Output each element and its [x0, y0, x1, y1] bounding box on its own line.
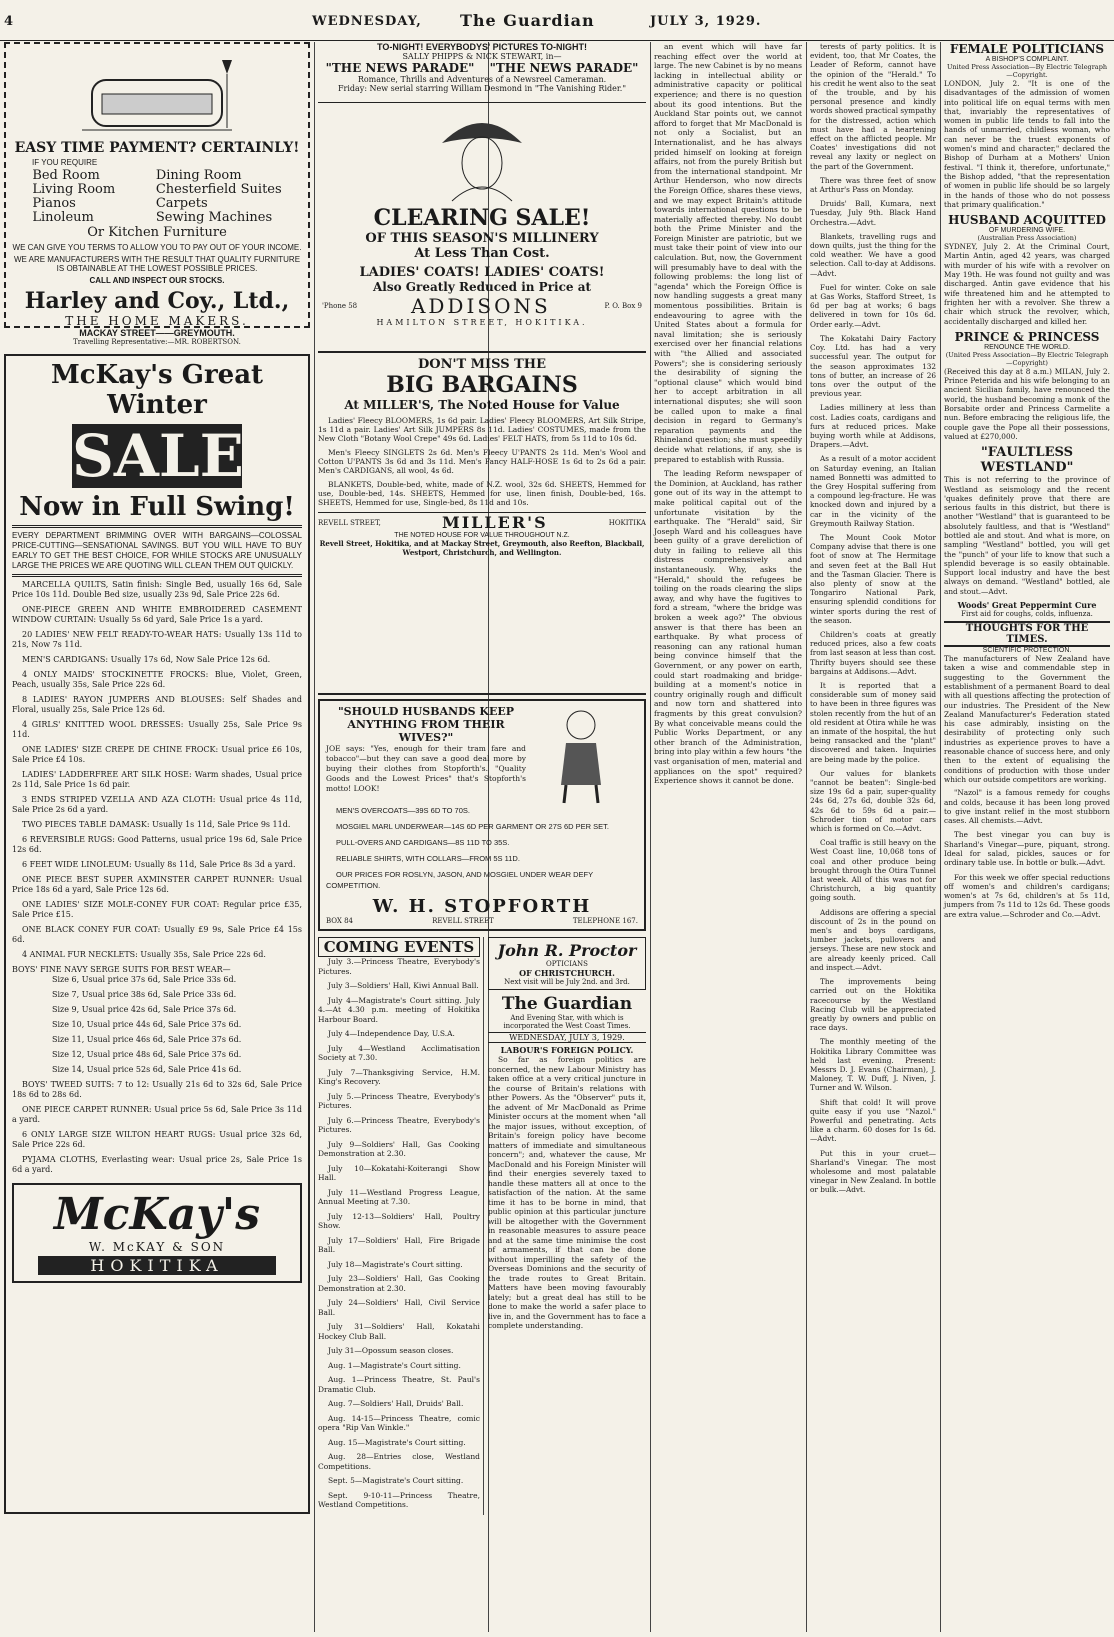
col4-para: The leading Reform newspaper of the Dominion, at Auckland, has rather gone out of its way in the attempt to make political capital out of the unfortunate visitation by the earthquake. The "Herald" said, Sir Joseph Ward and his colleagues have been guilty of a grave dereliction of duty in failing to relieve all this distress comprehensively and instantaneously. Why, asks the "Herald," should the refugees be toiling on the roads clearing the slips away, and why have the fugitives to ford a stream, "where the bridge was broken a week ago?" The obvious answer is that there has been an earthquake. By what process of reasoning can any rational human being convince himself that the Government, or any power on earth, could start roadmaking and bridge-building at a moment's notice in country originally rough and difficult and now torn and shattered into fragments by this great convulsion? By what conceivable means could the Public Works Department, or any other branch of the Administration, bring into play within a few hours "the vast organisation of men, material and appliances on the spot" required? Experience shows it cannot be done. [654, 469, 802, 786]
theatre-friday: Friday: New serial starring William Desmond in "The Vanishing Rider." [337, 84, 627, 93]
theatre-title: "THE NEWS PARADE" [489, 61, 639, 75]
events-list-entry: July 24—Soldiers' Hall, Civil Service Ball. [318, 1298, 480, 1317]
addisons-ad [318, 103, 646, 353]
col5-entry: The monthly meeting of the Hokitika Library Committee was held last evening. Present: Messrs D. J. Evans (Chairman), J. Maloney, T. W. Duff, J. Niven, J. Turner and W. Wilson. [810, 1037, 936, 1093]
harley-require: IF YOU REQUIRE [32, 158, 98, 167]
millers-body [318, 416, 646, 507]
mckay-items-entry: ONE BLACK CONEY FUR COAT: Usually £9 9s, Sale Price £4 15s 6d. [12, 925, 302, 944]
millers-branches: Revell Street, Hokitika, and at Mackay Street, Greymouth, also Reefton, Blackball, Westport, Christchurch, and Wellington. [319, 539, 645, 557]
mckay-logo-firm: W. McKAY & SON [88, 1240, 226, 1254]
stopforth-body: JOE says: "Yes, enough for their tram fare and tobacco"—but they can save a good deal more by buying their clothes from Stopforth's. "Quality Goods and the Lowest Prices" that's Stopforth's motto! LOOK! [326, 744, 526, 793]
col5-entry: Put this in your cruet—Sharland's Vinegar. The most wholesome and most palatable vinegar in New Zealand. In bottle or bulk.—Advt. [810, 1148, 936, 1195]
mckay-sizes-entry: Size 9, Usual price 42s 6d, Sale Price 37s 6d. [52, 1005, 237, 1014]
col5-entry: As a result of a motor accident on Saturday evening, an Italian named Bonnetti was admitted to the Grey Hospital suffering from a compound leg-fracture. He was knocked down and injured by a car in the vicinity of the Greymouth Railway Station. [810, 454, 936, 528]
mckay-items-entry: ONE PIECE BEST SUPER AXMINSTER CARPET RUNNER: Usual Price 18s 6d a yard, Sale Price 12s 6d. [12, 875, 302, 894]
col5-entry: Shift that cold! It will prove quite easy if you use "Nazol." Powerful and penetrating. Acts like a charm. 60 doses for 1s 6d.—Advt. [810, 1097, 936, 1144]
stopforth-lines-entry: MEN'S OVERCOATS—39S 6D TO 70S. [336, 806, 470, 815]
bishop-sub: A BISHOP'S COMPLAINT. [985, 56, 1069, 63]
credit: (Australian Press Association) [977, 234, 1077, 243]
events-list-entry: July 10—Kokatahi-Koiterangi Show Hall. [318, 1163, 480, 1182]
mckay-sizes-entry: Size 10, Usual price 44s 6d, Sale Price 37s 6d. [52, 1020, 242, 1029]
stopforth-lines-entry: RELIABLE SHIRTS, WITH COLLARS—FROM 5S 11D. [336, 854, 520, 863]
thoughts-sub: SCIENTIFIC PROTECTION. [982, 647, 1072, 655]
theatre-title: "THE NEWS PARADE" [325, 61, 475, 75]
events-head: COMING EVENTS [318, 937, 480, 957]
mckay-tail-entry: PYJAMA CLOTHS, Everlasting wear: Usual price 2s, Sale Price 1s 6d a yard. [12, 1155, 302, 1174]
woods-ad-sub: First aid for coughs, colds, influenza. [961, 610, 1093, 619]
stopforth-box: BOX 84 [326, 917, 354, 925]
millers-street: REVELL STREET, [318, 518, 381, 527]
mckay-items-entry: 4 GIRLS' KNITTED WOOL DRESSES: Usually 25s, Sale Price 9s 11d. [12, 720, 302, 739]
addisons-sub2: At Less Than Cost. [414, 246, 550, 261]
mckay-logo-town: HOKITIKA [38, 1256, 276, 1275]
column-4 [654, 42, 802, 1632]
events-list-entry: July 11—Westland Progress League, Annual Meeting at 7.30. [318, 1187, 480, 1206]
events-list-entry: July 31—Opossum season closes. [328, 1346, 454, 1355]
mckay-tail [12, 1080, 302, 1175]
harley-item: Carpets [155, 196, 208, 211]
guardian-sub: And Evening Star, with which is incorporated the West Coast Times. [503, 1014, 631, 1030]
thoughts-body: The manufacturers of New Zealand have taken a wise and commendable step in suggesting to the Government the establishment of a permanent Board to deal with all questions affecting the protection of our industries. The President of the New Zealand Manufacturer's Federation stated his case admirably, insisting on the desirability of protecting only such industries as experience proves to have a reasonable chance of success here, and only then to the extent of equalising the conditions of production with those under which our outside competitors are working. [944, 654, 1110, 784]
mckay-swing: Now in Full Swing! [19, 492, 295, 522]
addisons-coats: LADIES' COATS! LADIES' COATS! [359, 265, 605, 280]
column-1 [4, 42, 310, 1632]
prince-body: (Received this day at 8 a.m.) MILAN, July 2. Prince Peterida and his wife belonging to an ancient Sicilian family, have renounced the world, the husband becoming a monk of the Borsabite order and Princess Carmelite a nun. Before embracing the religious life, the couple gave the Pope all their possessions, valued at £270,000. [944, 366, 1110, 441]
events-list-entry: Sept. 5—Magistrate's Court sitting. [328, 1476, 464, 1485]
addisons-sub: OF THIS SEASON'S MILLINERY [365, 231, 599, 246]
mckay-items-entry: 8 LADIES' RAYON JUMPERS AND BLOUSES: Self Shades and Floral, usually 25s, Sale Price 12s 6d. [12, 695, 302, 714]
nazol-ad: "Nazol" is a famous remedy for coughs and colds, because it has been long proved to give instant relief in the most stubborn cases. All chemists.—Advt. [944, 788, 1110, 826]
lower-split [318, 937, 646, 1515]
events-list-entry: Aug. 7—Soldiers' Hall, Druids' Ball. [328, 1399, 464, 1408]
mckay-sizes-entry: Size 6, Usual price 37s 6d, Sale Price 33s 6d. [52, 975, 237, 984]
events-list-entry: July 4—Independence Day, U.S.A. [328, 1029, 455, 1038]
woods-ad: Woods' Great Peppermint Cure [957, 600, 1097, 611]
stopforth-question: "SHOULD HUSBANDS KEEP ANYTHING FROM THEIR WIVES?" [337, 705, 515, 744]
mckay-items-entry: 20 LADIES' NEW FELT READY-TO-WEAR HATS: Usually 13s 11d to 21s, Now 7s 11d. [12, 630, 302, 649]
harley-rep: Travelling Representative:—MR. ROBERTSON. [73, 338, 241, 346]
harley-street: MACKAY STREET——GREYMOUTH. [79, 328, 235, 338]
col4-para: an event which will have far reaching effect over the world at large. The new Cabinet is by no means lacking in intellectual ability or administrative capacity or political experience; and there is no question about its good intentions. But the Auckland Star points out, we cannot afford to forget that Mr MacDonald is not only a Socialist, but an Internationalist, and he has always prided himself on looking at foreign affairs, not from the purely British but from the international standpoint. Mr Arthur Henderson, who now directs the Foreign Office, shares these views, and we may expect Britain's attitude towards international questions to be materially affected thereby. No doubt both the Prime Minister and the Foreign Minister are patriotic, but we must take their point of view into our calculation. But, now, the Government will presumably have to deal with the following problems: the long list of "agenda" which the Foreign Office is now handling suggests a great many momentous possibilities. Britain is endeavouring to agree with the United States about a formula for naval limitation; she is seriously exercised over her financial relations with "the Allied and associated Powers"; she is considering seriously the desirability of signing the "optional clause" which would bind her to accept arbitration in all international disputes; she will soon be called upon to make a final decision in regard to Germany's reparation payments and the Rhineland question; she must speedily decide what relations, if any, she is prepared to establish with Russia. [654, 42, 802, 464]
guardian-date: WEDNESDAY, JULY 3, 1929. [488, 1032, 646, 1043]
westland-head: "FAULTLESS WESTLAND" [980, 445, 1074, 476]
proctor-of: OF CHRISTCHURCH. [519, 968, 615, 978]
stopforth-name: W. H. STOPFORTH [372, 896, 592, 917]
col5-entry: Fuel for winter. Coke on sale at Gas Works, Stafford Street, 1s 6d per bag at works; 6 bags delivered in town for 10s 6d. Order early.—Advt. [810, 282, 936, 329]
mckay-items-entry: 4 ONLY MAIDS' STOCKINETTE FROCKS: Blue, Violet, Green, Peach, usually 35s, Sale Price 22s 6d. [12, 670, 302, 689]
events-list-entry: Sept. 9-10-11—Princess Theatre, Westland Competitions. [318, 1490, 480, 1509]
mckay-items-entry: MEN'S CARDIGANS: Usually 17s 6d, Now Sale Price 12s 6d. [22, 655, 271, 664]
theatre-line: Romance, Thrills and Adventures of a Newsreel Cameraman. [357, 75, 607, 84]
harley-call: CALL AND INSPECT OUR STOCKS. [89, 276, 225, 285]
events-list-entry: July 6.—Princess Theatre, Everybody's Pictures. [318, 1115, 480, 1134]
westland-body: This is not referring to the province of Westland as seismology and the recent 'quakes definitely prove that there are serious faults in this district, but there is another "Westland" that is guaranteed to be absolutely faultless, and that is "Westland" bottled ale and stout. And what is more, on sampling "Westland" bottled, you will get the "punch" of your life to know that such a splendid beverage is so easily obtainable. Support local industry and have the best always on demand. "Westland" bottled, ale and stout.—Advt. [944, 475, 1110, 596]
millers-name: MILLER'S [441, 513, 548, 532]
page-number: 4 [4, 14, 15, 29]
millers-big: BIG BARGAINS [386, 372, 578, 398]
furniture-illustration [12, 48, 302, 140]
mckay-sizes-entry: Size 11, Usual price 46s 6d, Sale Price 37s 6d. [52, 1035, 242, 1044]
mckay-items [12, 580, 302, 960]
millers-ad [318, 353, 646, 695]
events-list-entry: July 31—Soldiers' Hall, Kokatahi Hockey Club Ball. [318, 1322, 480, 1341]
events-list-entry: Aug. 28—Entries close, Westland Competitions. [318, 1452, 480, 1471]
masthead-date: JULY 3, 1929. [650, 14, 762, 29]
harley-makers: WE ARE MANUFACTURERS WITH THE RESULT THAT QUALITY FURNITURE IS OBTAINABLE AT THE LOWEST POSSIBLE PRICES. [13, 255, 301, 273]
mckay-items-entry: ONE-PIECE GREEN AND WHITE EMBROIDERED CASEMENT WINDOW CURTAIN: Usually 5s 6d yard, Sale Price 1s a yard. [12, 605, 302, 624]
prince-sub: RENOUNCE THE WORLD. [984, 343, 1070, 351]
millers-town: HOKITIKA [608, 518, 646, 527]
theatre-head: TO-NIGHT! EVERYBODYS' PICTURES TO-NIGHT! [377, 42, 587, 52]
millers-body-entry: Men's Fleecy SINGLETS 2s 6d. Men's Fleecy U'PANTS 2s 11d. Men's Wool and Cotton U'PANTS 3s 6d and 3s 11d. Men's Fancy HALF-HOSE 1s 6d to 2s 6d a pair. Men's CARDIGANS, all wool, 4s 6d. [318, 448, 646, 475]
col5-entry: There was three feet of snow at Arthur's Pass on Monday. [810, 175, 936, 195]
harley-item: Linoleum [32, 210, 94, 225]
stopforth-ad [318, 699, 646, 931]
bishop-body: LONDON, July 2. "It is one of the disadvantages of the admission of women into political life on equal terms with men that, invariably the representatives of women in public life tends to fall into the hands of unmarried, childless woman, who can never be the truest exponents of women's mind and character," declared the Bishop of Durham at a Mothers' Union festival. "I think it, therefore, unfortunate," the Bishop added, "that the representation of women in public life should be so largely in the hands of those who do not possess that primary qualification." [944, 79, 1110, 209]
husband-sub: OF MURDERING WIFE. [988, 227, 1066, 235]
events-list-entry: Aug. 15—Magistrate's Court sitting. [328, 1437, 466, 1447]
col5-entry: Ladies millinery at less than cost. Ladies coats, cardigans and furs at reduced prices. Make buying worth while at Addisons, Drapers.—Advt. [810, 403, 936, 450]
col5-entry: terests of party politics. It is evident, too, that Mr Coates, the Leader of Reform, cannot have the opinion of the "Herald." To his credit he went also to the seat of the trouble, and by his personal presence and kindly words showed practical sympathy for the distressed, action which must have had a heartening effect on the afflicted people. Mr Coates' investigations did not reveal any laxity or neglect on the part of the Government. [810, 42, 936, 171]
proctor-sig: John R. Proctor [497, 941, 637, 960]
mckay-items-entry: 4 ANIMAL FUR NECKLETS: Usually 35s, Sale Price 22s 6d. [22, 950, 266, 959]
sharland-ad: The best vinegar you can buy is Sharland's Vinegar—pure, piquant, strong. Ideal for salad, pickles, sauces or for ordinary table use. In bottle or bulk.—Advt. [944, 830, 1110, 868]
harley-item: Sewing Machines [155, 210, 273, 225]
mckay-items-entry: 6 REVERSIBLE RUGS: Good Patterns, usual price 19s 6d, Sale Price 12s 6d. [12, 835, 302, 854]
mckay-items-entry: TWO PIECES TABLE DAMASK: Usually 1s 11d, Sale Price 9s 11d. [22, 820, 291, 829]
harley-item: Chesterfield Suites [155, 182, 282, 197]
events-list-entry: July 3.—Princess Theatre, Everybody's Pictures. [318, 957, 480, 976]
column-5 [810, 42, 936, 1632]
col5-entry: Blankets, travelling rugs and down quilts, just the thing for the cold weather. We have a good selection. Call to-day at Addisons.—Advt. [810, 231, 936, 278]
harley-item: Living Room [32, 182, 116, 197]
mckay-head: McKay's Great Winter [50, 360, 264, 420]
millers-body-entry: BLANKETS, Double-bed, white, made of N.Z. wool, 32s 6d. SHEETS, Hemmed for use, Double-bed, 14s. SHEETS, Hemmed for use, linen finish, Double-bed, 16s. SHEETS, Hemmed for use, Single-bed, 8s 11d and 10s. [318, 480, 646, 507]
events-list-entry: July 12-13—Soldiers' Hall, Poultry Show. [318, 1211, 480, 1230]
harley-item: Pianos [32, 196, 76, 211]
column-6 [944, 42, 1110, 1632]
guardian-name: The Guardian [501, 994, 633, 1014]
mckay-ad [4, 354, 310, 1514]
stopforth-lines [326, 805, 638, 891]
mckay-tail-entry: 6 ONLY LARGE SIZE WILTON HEART RUGS: Usual price 32s 6d, Sale Price 22s 6d. [12, 1130, 302, 1149]
column-ads [318, 42, 646, 1632]
events-list-entry: July 5.—Princess Theatre, Everybody's Pictures. [318, 1091, 480, 1110]
mckay-items-entry: 3 ENDS STRIPED VZELLA AND AZA CLOTH: Usual price 4s 11d, Sale Price 2s 6d a yard. [12, 795, 302, 814]
harley-kitchen: Or Kitchen Furniture [87, 225, 227, 240]
col5-entry: Druids' Ball, Kumara, next Tuesday, July 9th. Black Hand Orchestra.—Advt. [810, 199, 936, 227]
addisons-reduced: Also Greatly Reduced in Price at [372, 280, 592, 294]
addisons-head: CLEARING SALE! [373, 205, 591, 231]
credit: United Press Association—By Electric Telegraph—Copyright. [946, 63, 1108, 79]
harley-tag: THE HOME MAKERS. [65, 314, 249, 328]
events-list-entry: Aug. 1—Princess Theatre, St. Paul's Dramatic Club. [318, 1375, 480, 1394]
harley-ad [4, 42, 310, 346]
mckay-tail-entry: BOYS' TWEED SUITS: 7 to 12: Usually 21s 6d to 32s 6d, Sale Price 18s 6d to 28s 6d. [12, 1080, 302, 1099]
stopforth-tel: TELEPHONE 167. [572, 917, 638, 925]
events-list-entry: July 18—Magistrate's Court sitting. [328, 1259, 463, 1269]
addisons-name: ADDISONS [410, 294, 551, 318]
female-politicians-head: FEMALE POLITICIANS [949, 42, 1105, 56]
husband-head: HUSBAND ACQUITTED [948, 213, 1106, 228]
credit: (United Press Association—By Electric Telegraph—Copyright) [945, 350, 1109, 367]
mckay-logo [12, 1183, 302, 1283]
theatre-stars: SALLY PHIPPS & NICK STEWART, in— [402, 52, 562, 61]
events-list-entry: July 17—Soldiers' Hall, Fire Brigade Ball. [318, 1235, 480, 1254]
harley-head: EASY TIME PAYMENT? CERTAINLY! [14, 140, 300, 156]
proctor-sub: OPTICIANS [545, 960, 588, 968]
col5-entry: Addisons are offering a special discount of 2s in the pound on men's and boys cardigans, lumber jackets, pullovers and jerseys. These are new stock and are already keenly priced. Call and inspect.—Advt. [810, 907, 936, 972]
mckay-intro: EVERY DEPARTMENT BRIMMING OVER WITH BARGAINS—COLOSSAL PRICE-CUTTING—SENSATIONAL SAVINGS. BUT YOU WILL HAVE TO BUY EARLY TO GET THE BEST CHOICE, FOR WHILE STOCKS ARE UNUSUALLY LARGE THE PRICES WE ARE QUOTING WILL CLEAN THEM OUT QUICKLY. [12, 531, 302, 570]
events-list-entry: July 9—Soldiers' Hall, Gas Cooking Demonstration at 2.30. [318, 1139, 480, 1158]
stopforth-lines-entry: MOSGIEL MARL UNDERWEAR—14S 6D PER GARMENT OR 27S 6D PER SET. [336, 822, 609, 831]
mckay-items-entry: ONE LADIES' SIZE CREPE DE CHINE FROCK: Usual price £6 10s, Sale Price £4 10s. [12, 745, 302, 764]
stopforth-lines-entry: OUR PRICES FOR ROSLYN, JASON, AND MOSGIEL UNDER WEAR DEFY COMPETITION. [326, 870, 593, 890]
harley-item: Bed Room [32, 168, 100, 183]
mckay-items-entry: LADIES' LADDERFREE ART SILK HOSE: Warm shades, Usual price 2s 11d, Sale Price 1s 6d pair. [12, 770, 302, 789]
col5-entry: It is reported that a considerable sum of money said to have been in three figures was stolen recently from the hut of an old resident at Otira while he was an inmate of the hospital, the hut being ransacked and the "plant" discovered and taken. Inquiries are being made by the police. [810, 681, 936, 764]
milliner-portrait [422, 103, 542, 201]
masthead [0, 0, 1114, 41]
col5-entry: The Mount Cook Motor Company advise that there is one foot of snow at The Hermitage and seven feet at the Ball Hut and the Tasman Glacier. There is also plenty of snow at the Tongariro National Park, ensuring splendid conditions for winter sports during the rest of the season. [810, 532, 936, 625]
events-list-entry: July 4—Westland Acclimatisation Society at 7.30. [318, 1043, 480, 1062]
mckay-sizes [12, 975, 302, 1075]
harley-terms: WE CAN GIVE YOU TERMS TO ALLOW YOU TO PAY OUT OF YOUR INCOME. [12, 243, 302, 252]
mckay-sizes-entry: Size 12, Usual price 48s 6d, Sale Price 37s 6d. [52, 1050, 242, 1059]
col5-entry: The Kokatahi Dairy Factory Coy. Ltd. has had a very successful year. The output for the season approximates 132 tons of butter, an increase of 26 tons over the output of the previous year. [810, 333, 936, 399]
guardian-head: LABOUR'S FOREIGN POLICY. [500, 1045, 634, 1055]
mckay-items-entry: MARCELLA QUILTS, Satin finish: Single Bed, usually 16s 6d, Sale Price 10s 11d. Double Bed size, usually 23s 9d, Sale Price 22s 6d. [12, 580, 302, 599]
thoughts-head: THOUGHTS FOR THE TIMES. [944, 621, 1110, 647]
events-list [318, 957, 480, 1510]
events-list-entry: July 7—Thanksgiving Service, H.M. King's Recovery. [318, 1067, 480, 1086]
addisons-street: HAMILTON STREET, HOKITIKA. [376, 318, 588, 327]
millers-at: At MILLER'S, The Noted House for Value [344, 398, 620, 412]
millers-body-entry: Ladies' Fleecy BLOOMERS, 1s 6d pair. Ladies' Fleecy BLOOMERS, Art Silk Stripe, 1s 11d a pair. Ladies' Art Silk JUMPERS 8s 11d. Ladies' COSTUMES, made from the New Cloth "Botany Wool Crepe" 49s 6d. Ladies' FELT HATS, from 5s 11d to 10s 6d. [318, 416, 646, 443]
mckay-sizes-entry: Size 7, Usual price 38s 6d, Sale Price 33s 6d. [52, 990, 237, 999]
events-list-entry: July 3—Soldiers' Hall, Kiwi Annual Ball. [328, 981, 479, 990]
guardian-body: So far as foreign politics are concerned, the new Labour Ministry has taken office at a very critical juncture in the course of Britain's relations with other Powers. As the "Observer" puts it, the advent of Mr MacDonald as Prime Minister occurs at the moment when "all the major issues, without exception, of Britain's foreign policy have become matters of immediate and simultaneous concern"; and, whatever the cause, Mr MacDonald and his Foreign Minister will find their energies severely taxed to handle these matters all at once to the satisfaction of the nation. At the same time it has to be borne in mind, that public opinion at this particular juncture will be altogether with the Government in reasonable measures to assure peace and at the same time minimise the cost of armaments, if that can be done without imperilling the safety of the Overseas Dominions and the security of the trade routes to Great Britain. Matters have been moving favourably lately; but a great deal has still to be done to make the world a safer place to live in, and the Government has to face a complete understanding. [487, 1055, 646, 1330]
col5-entry: The improvements being carried out on the Hokitika racecourse by the Westland Racing Club will be appreciated greatly by owners and public on race days. [810, 977, 936, 1033]
masthead-paper: The Guardian [460, 11, 595, 30]
events-list-entry: July 4—Magistrate's Court sitting. July 4.—At 4.30 p.m. meeting of Hokitika Harbour Board. [318, 995, 480, 1024]
events-list-entry: Aug. 14-15—Princess Theatre, comic opera "Rip Van Winkle." [318, 1413, 480, 1432]
stopforth-street: REVELL STREET [432, 917, 494, 925]
theatre-ad [318, 42, 646, 103]
addisons-phone: 'Phone 58 [322, 302, 358, 310]
coming-events [318, 937, 484, 1515]
mckay-sizes-entry: Size 14, Usual price 52s 6d, Sale Price 41s 6d. [52, 1065, 242, 1074]
schroder-ad: For this week we offer special reductions off women's and children's cardigans; women's at 7s 6d, children's at 5s 11d, jumpers from 7s 11d to 12s 6d. These goods are extra value.—Schroder and Co.—Advt. [944, 872, 1110, 919]
millers-tag: THE NOTED HOUSE FOR VALUE THROUGHOUT N.Z. [394, 532, 570, 539]
events-list-entry: July 23—Soldiers' Hall, Gas Cooking Demonstration at 2.30. [318, 1274, 480, 1293]
addisons-box: P. O. Box 9 [604, 302, 642, 310]
proctor-visit: Next visit will be July 2nd. and 3rd. [504, 978, 630, 986]
mckay-items-entry: ONE LADIES' SIZE MOLE-CONEY FUR COAT: Regular price £35, Sale Price £15. [12, 900, 302, 919]
harley-name: Harley and Coy., Ltd., [24, 288, 290, 314]
masthead-day: WEDNESDAY, [312, 14, 422, 29]
millers-head: DON'T MISS THE [417, 357, 546, 372]
col5-entry: Our values for blankets "cannot be beaten": Single-bed size 19s 6d a pair, super-quality 24s 6d, 27s 6d, double 32s 6d, 42s 6d to 59s 6d a pair.—Schroder tion of motor cars which is formed on Co.—Advt. [810, 768, 936, 834]
joe-cartoon [526, 705, 636, 805]
mckay-logo-script: McKay's [53, 1189, 261, 1240]
mckay-sale: SALE [72, 422, 244, 490]
col5-entry: Children's coats at greatly reduced prices, also a few coats from last season at less than cost. Thrifty buyers should see these bargains at Addisons.—Advt. [810, 629, 936, 676]
stopforth-lines-entry: PULL-OVERS AND CARDIGANS—8S 11D TO 35S. [336, 838, 510, 847]
col5-entry: Coal traffic is still heavy on the West Coast line, 10,068 tons of coal and other produce being brought through the Otira Tunnel last week. All of this was not for Christchurch, a big quantity going south. [810, 838, 936, 903]
prince-head: PRINCE & PRINCESS [954, 329, 1100, 344]
guardian-block [484, 937, 646, 1515]
mckay-items-entry: 6 FEET WIDE LINOLEUM: Usually 8s 11d, Sale Price 8s 3d a yard. [22, 860, 296, 869]
mckay-tail-entry: ONE PIECE CARPET RUNNER: Usual price 5s 6d, Sale Price 3s 11d a yard. [12, 1105, 302, 1124]
harley-item: Dining Room [155, 168, 242, 183]
husband-body: SYDNEY, July 2. At the Criminal Court, Martin Antin, aged 42 years, was charged with murder of his wife with a revolver on May 19th. He was found not guilty and was discharged. Antin gave evidence that his wife threatened him and he attempted to frighten her with a revolver. She threw a chair which struck the revolver, which, accidentally discharged and killed her. [944, 242, 1110, 326]
events-list-entry: Aug. 1—Magistrate's Court sitting. [328, 1360, 461, 1370]
mckay-boys: BOYS' FINE NAVY SERGE SUITS FOR BEST WEAR— [12, 965, 231, 974]
